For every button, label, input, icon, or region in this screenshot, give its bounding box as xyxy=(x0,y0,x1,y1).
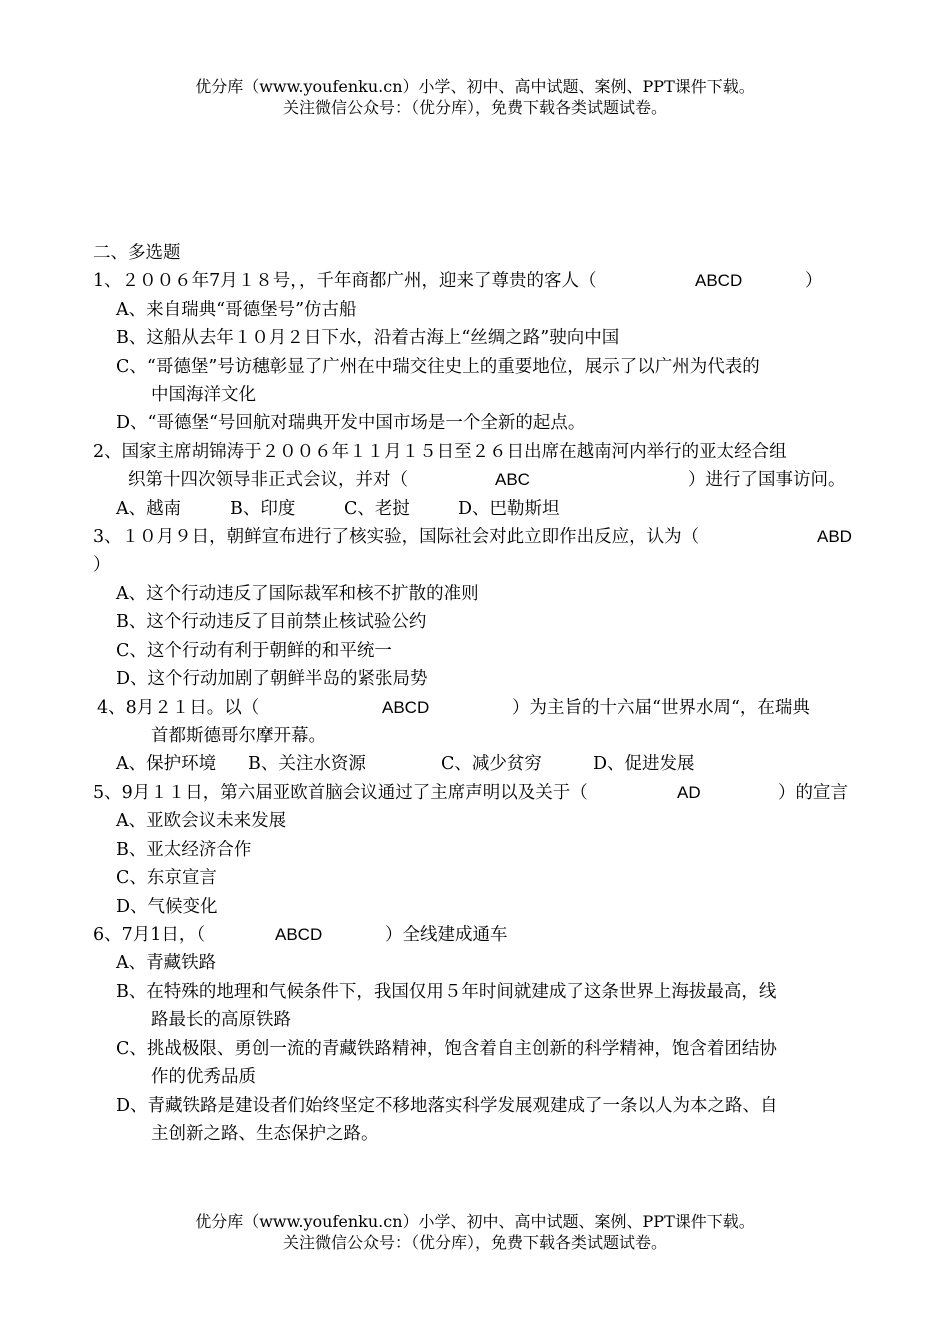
question-3-stem-close: ） xyxy=(93,555,111,575)
question-6-option-b-cont: 路最长的高原铁路 xyxy=(151,1010,291,1030)
question-2-option-c: C、老挝 xyxy=(344,499,410,519)
question-6-option-a: A、青藏铁路 xyxy=(116,953,217,973)
question-4-answer: ABCD xyxy=(382,698,430,717)
question-6-stem-end: ）全线建成通车 xyxy=(385,925,508,945)
question-5-answer: AD xyxy=(677,783,701,802)
question-6-option-d: D、青藏铁路是建设者们始终坚定不移地落实科学发展观建成了一条以人为本之路、自 xyxy=(116,1096,778,1116)
question-3-answer: ABD xyxy=(817,527,852,546)
question-2-option-d: D、巴勒斯坦 xyxy=(458,499,560,519)
question-5-option-a: A、亚欧会议未来发展 xyxy=(116,811,287,831)
question-4-option-c: C、减少贫穷 xyxy=(441,754,542,774)
question-4-stem: 4、8月２１日。以（ xyxy=(97,698,260,718)
question-4-stem-cont: ）为主旨的十六届“世界水周“，在瑞典 xyxy=(512,698,810,718)
question-4-option-a: A、保护环境 xyxy=(116,754,217,774)
question-5-option-b: B、亚太经济合作 xyxy=(116,840,252,860)
question-2-answer: ABC xyxy=(495,470,530,489)
question-1-answer: ABCD xyxy=(695,271,743,290)
question-2-stem-end: ）进行了国事访问。 xyxy=(688,470,846,490)
question-5-stem-end: ）的宣言 xyxy=(778,783,848,803)
question-6-option-d-cont: 主创新之路、生态保护之路。 xyxy=(151,1124,379,1144)
question-3-option-d: D、这个行动加剧了朝鲜半岛的紧张局势 xyxy=(116,669,428,689)
header-line-1: 优分库（www.youfenku.cn）小学、初中、高中试题、案例、PPT课件下载。 xyxy=(195,77,755,96)
question-4-stem-line-2: 首都斯德哥尔摩开幕。 xyxy=(151,726,326,746)
question-2-stem-cont: 织第十四次领导非正式会议，并对（ xyxy=(128,470,408,490)
question-6-option-c-cont: 作的优秀品质 xyxy=(151,1067,256,1087)
footer-line-2: 关注微信公众号：（优分库），免费下载各类试题试卷。 xyxy=(282,1233,667,1252)
question-6-answer: ABCD xyxy=(275,925,323,944)
question-1-option-d: D、“哥德堡“号回航对瑞典开发中国市场是一个全新的起点。 xyxy=(116,413,586,433)
section-title: 二、多选题 xyxy=(93,243,181,263)
question-5-option-d: D、气候变化 xyxy=(116,897,218,917)
question-1-option-c: C、“哥德堡”号访穗彰显了广州在中瑞交往史上的重要地位，展示了以广州为代表的 xyxy=(116,357,760,377)
question-3-option-b: B、这个行动违反了目前禁止核试验公约 xyxy=(116,612,427,632)
question-1-stem-close: ） xyxy=(805,271,823,291)
question-6-option-b: B、在特殊的地理和气候条件下，我国仅用５年时间就建成了这条世界上海拔最高，线 xyxy=(116,982,777,1002)
question-3-option-a: A、这个行动违反了国际裁军和核不扩散的准则 xyxy=(116,584,479,604)
question-2-option-b: B、印度 xyxy=(230,499,296,519)
question-1-option-b: B、这船从去年１０月２日下水，沿着古海上“丝绸之路”驶向中国 xyxy=(116,328,620,348)
question-5-stem: 5、9月１１日，第六届亚欧首脑会议通过了主席声明以及关于（ xyxy=(93,783,588,803)
page-header xyxy=(0,76,950,118)
question-1-option-c-cont: 中国海洋文化 xyxy=(151,385,256,405)
header-line-2: 关注微信公众号：（优分库），免费下载各类试题试卷。 xyxy=(282,98,667,117)
question-2-option-a: A、越南 xyxy=(116,499,182,519)
question-1-stem: 1、２００６年7月１８号，，千年商都广州，迎来了尊贵的客人（ xyxy=(93,271,597,291)
footer-line-1: 优分库（www.youfenku.cn）小学、初中、高中试题、案例、PPT课件下载。 xyxy=(195,1212,755,1231)
question-6-option-c: C、挑战极限、勇创一流的青藏铁路精神，饱含着自主创新的科学精神，饱含着团结协 xyxy=(116,1039,777,1059)
page-footer xyxy=(0,1211,950,1253)
question-4-option-b: B、关注水资源 xyxy=(248,754,366,774)
question-3-option-c: C、这个行动有利于朝鲜的和平统一 xyxy=(116,641,392,661)
question-4-option-d: D、促进发展 xyxy=(593,754,695,774)
question-6-stem: 6、7月1日，（ xyxy=(93,925,206,945)
question-2-stem: 2、国家主席胡锦涛于２００６年１１月１５日至２６日出席在越南河内举行的亚太经合组 xyxy=(93,442,787,462)
question-3-stem: 3、１０月９日，朝鲜宣布进行了核实验，国际社会对此立即作出反应，认为（ xyxy=(93,527,700,547)
question-5-option-c: C、东京宣言 xyxy=(116,868,217,888)
question-1-option-a: A、来自瑞典“哥德堡号”仿古船 xyxy=(116,300,357,320)
